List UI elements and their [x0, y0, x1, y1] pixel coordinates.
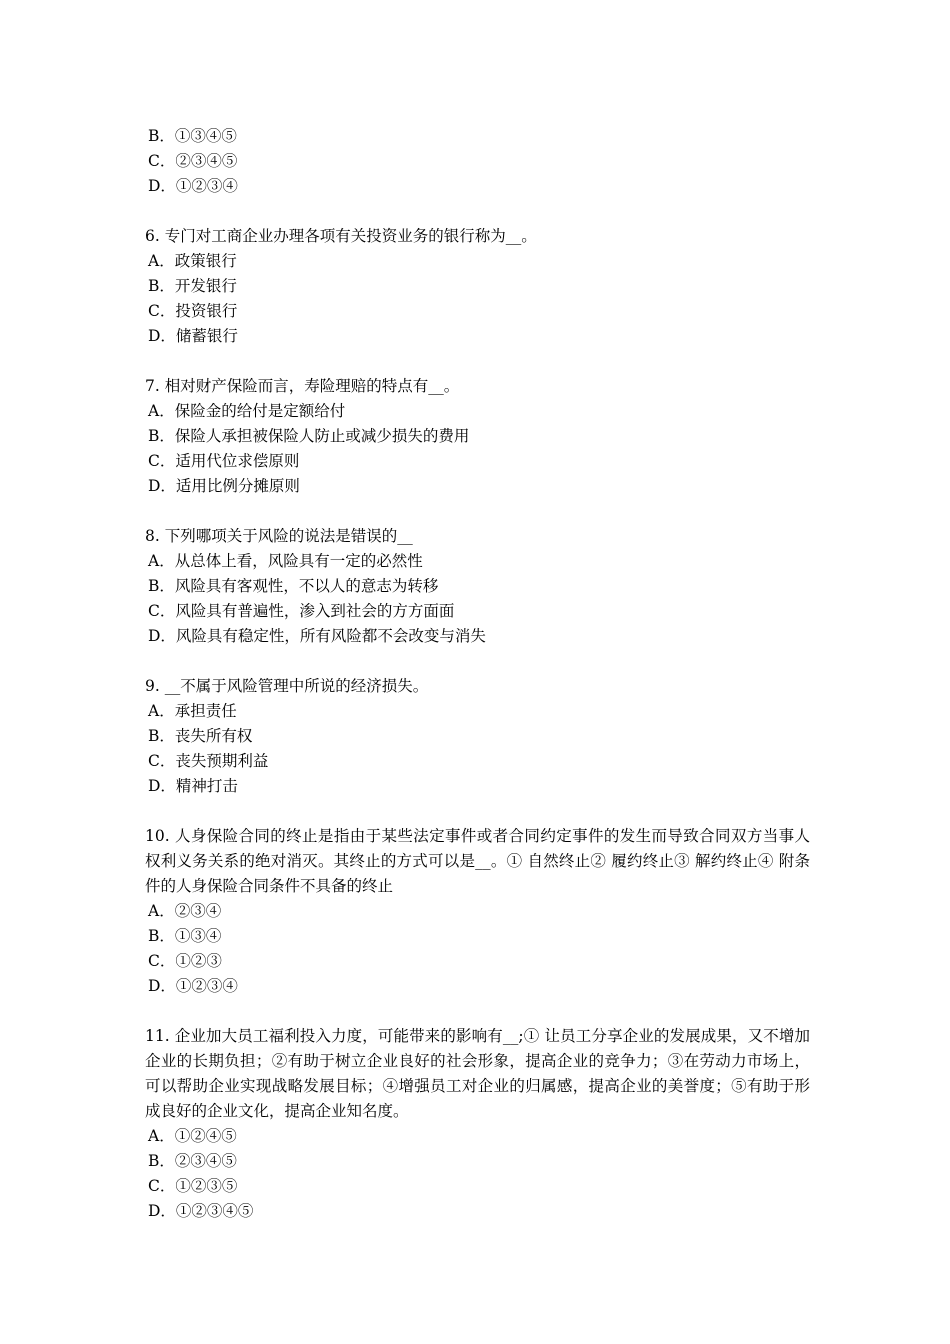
option-b: B．开发银行	[148, 277, 237, 295]
option-c: C．风险具有普遍性，渗入到社会的方方面面	[148, 602, 455, 620]
option-d: D．①②③④	[148, 177, 238, 195]
option-b: B．保险人承担被保险人防止或减少损失的费用	[148, 427, 470, 445]
question-stem: 7. 相对财产保险而言，寿险理赔的特点有__。	[145, 377, 460, 395]
document-page	[145, 124, 810, 1249]
question-stem: 11. 企业加大员工福利投入力度，可能带来的影响有__;① 让员工分享企业的发展成果，又不增加企业的长期负担；②有助于树立企业良好的社会形象，提高企业的竞争力；③在劳动力市场上，可以帮助企业实现战略发展目标；④增强员工对企业的归属感，提高企业的美誉度；⑤有助于形成良好的企业文化，提高企业知名度。	[145, 1027, 810, 1120]
question-11	[145, 1024, 810, 1224]
option-a: A．保险金的给付是定额给付	[148, 402, 346, 420]
option-a: A．承担责任	[148, 702, 237, 720]
option-d: D．储蓄银行	[148, 327, 238, 345]
question-10	[145, 824, 810, 999]
option-b: B．②③④⑤	[148, 1152, 237, 1170]
option-a: A．①②④⑤	[148, 1127, 237, 1145]
option-c: C．丧失预期利益	[148, 752, 269, 770]
option-c: C．①②③	[148, 952, 222, 970]
option-c: C．投资银行	[148, 302, 238, 320]
option-b: B．①③④⑤	[148, 127, 237, 145]
option-c: C．②③④⑤	[148, 152, 238, 170]
option-c: C．①②③⑤	[148, 1177, 238, 1195]
question-stem: 9. __不属于风险管理中所说的经济损失。	[145, 677, 429, 695]
option-c: C．适用代位求偿原则	[148, 452, 300, 470]
question-9	[145, 674, 810, 799]
question-7	[145, 374, 810, 499]
option-b: B．风险具有客观性，不以人的意志为转移	[148, 577, 439, 595]
question-stem: 8. 下列哪项关于风险的说法是错误的__	[145, 527, 413, 545]
option-d: D．适用比例分摊原则	[148, 477, 300, 495]
option-d: D．风险具有稳定性，所有风险都不会改变与消失	[148, 627, 486, 645]
option-d: D．①②③④⑤	[148, 1202, 254, 1220]
question-stem: 10. 人身保险合同的终止是指由于某些法定事件或者合同约定事件的发生而导致合同双方当事人权利义务关系的绝对消灭。其终止的方式可以是__。① 自然终止② 履约终止③ 解约终止④ 附条件的人身保险合同条件不具备的终止	[145, 827, 810, 895]
option-d: D．精神打击	[148, 777, 238, 795]
option-b: B．①③④	[148, 927, 222, 945]
option-a: A．政策银行	[148, 252, 237, 270]
question-6	[145, 224, 810, 349]
question-stem: 6. 专门对工商企业办理各项有关投资业务的银行称为__。	[145, 227, 537, 245]
option-d: D．①②③④	[148, 977, 238, 995]
question-8	[145, 524, 810, 649]
option-a: A．②③④	[148, 902, 222, 920]
option-a: A．从总体上看，风险具有一定的必然性	[148, 552, 423, 570]
option-b: B．丧失所有权	[148, 727, 253, 745]
question-5-continued	[145, 124, 810, 199]
